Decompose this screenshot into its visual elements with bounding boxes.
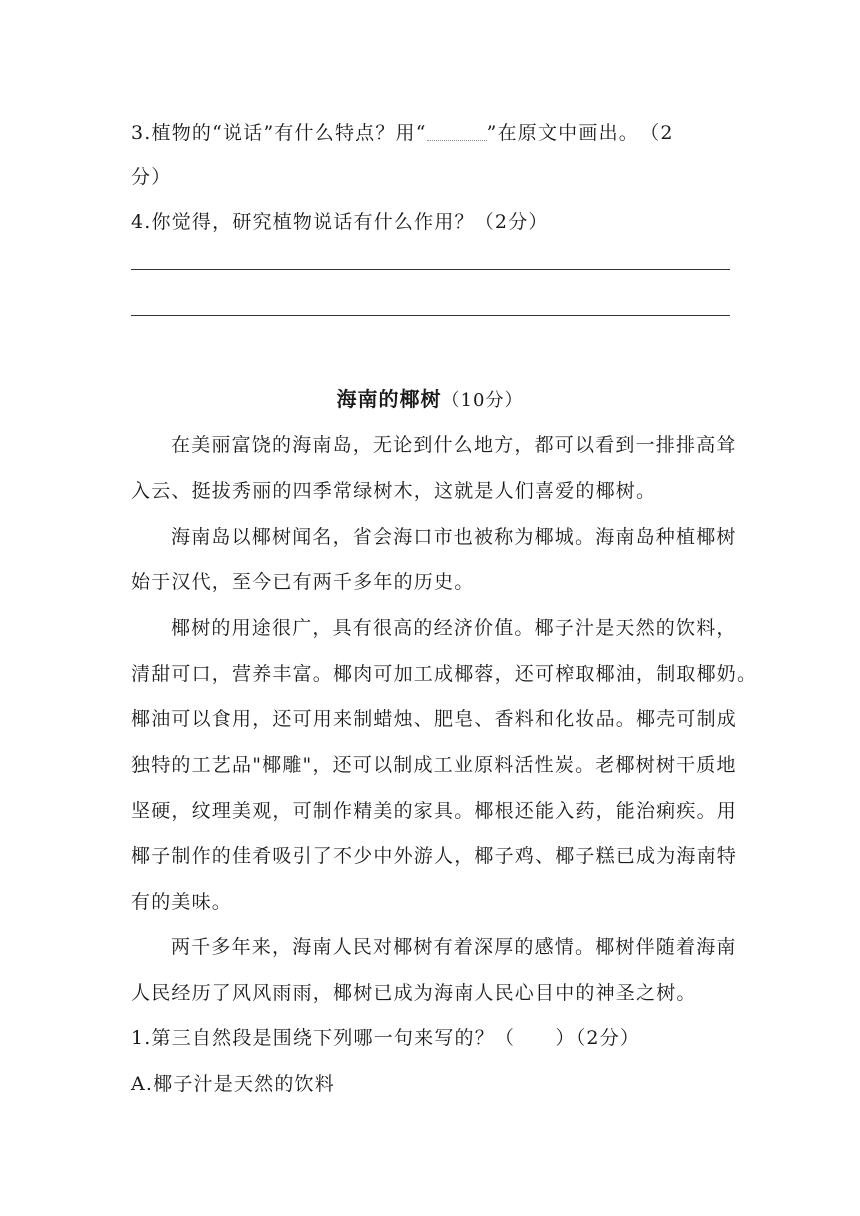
passage-line: 椰子制作的佳肴吸引了不少中外游人，椰子鸡、椰子糕已成为海南特 (131, 845, 738, 867)
question-1: 1.第三自然段是围绕下列哪一句来写的？（ ）（2分） (131, 1027, 641, 1049)
question-3-suffix: ”在原文中画出。 （2 (486, 122, 674, 144)
passage-title (0, 383, 860, 412)
question-3-prefix: 3.植物的“说话”有什么特点？用“ (131, 122, 427, 144)
passage-line: 坚硬，纹理美观，可制作精美的家具。椰根还能入药，能治痢疾。用 (131, 800, 738, 822)
passage-line: 始于汉代，至今已有两千多年的历史。 (131, 571, 475, 593)
passage-title-points: （10分） (441, 390, 524, 411)
question-4: 4.你觉得，研究植物说话有什么作用？（2分） (131, 211, 549, 233)
question-3 (131, 118, 674, 145)
passage-line: 海南岛以椰树闻名，省会海口市也被称为椰城。海南岛种植椰树 (171, 526, 737, 548)
passage-line: 两千多年来，海南人民对椰树有着深厚的感情。椰树伴随着海南 (171, 936, 737, 958)
passage-title-text: 海南的椰树 (336, 387, 442, 411)
question-3-tail: 分） (131, 166, 172, 188)
option-a[interactable]: A.椰子汁是天然的饮料 (131, 1073, 335, 1095)
passage-line: 在美丽富饶的海南岛，无论到什么地方，都可以看到一排排高耸 (171, 434, 737, 456)
passage-line: 椰油可以食用，还可用来制蜡烛、肥皂、香料和化妆品。椰壳可制成 (131, 708, 738, 730)
passage-line: 椰树的用途很广，具有很高的经济价值。椰子汁是天然的饮料， (171, 617, 737, 639)
passage-line: 独特的工艺品"椰雕"，还可以制成工业原料活性炭。老椰树树干质地 (131, 754, 737, 776)
passage-line: 清甜可口，营养丰富。椰肉可加工成椰蓉，还可榨取椰油，制取椰奶。 (131, 663, 758, 685)
answer-line-2[interactable] (131, 315, 730, 316)
wavy-underline-sample (427, 130, 487, 141)
passage-line: 人民经历了风风雨雨，椰树已成为海南人民心目中的神圣之树。 (131, 982, 697, 1004)
passage-line: 有的美味。 (131, 891, 233, 913)
answer-line-1[interactable] (131, 269, 730, 270)
passage-line: 入云、挺拔秀丽的四季常绿树木，这就是人们喜爱的椰树。 (131, 480, 657, 502)
